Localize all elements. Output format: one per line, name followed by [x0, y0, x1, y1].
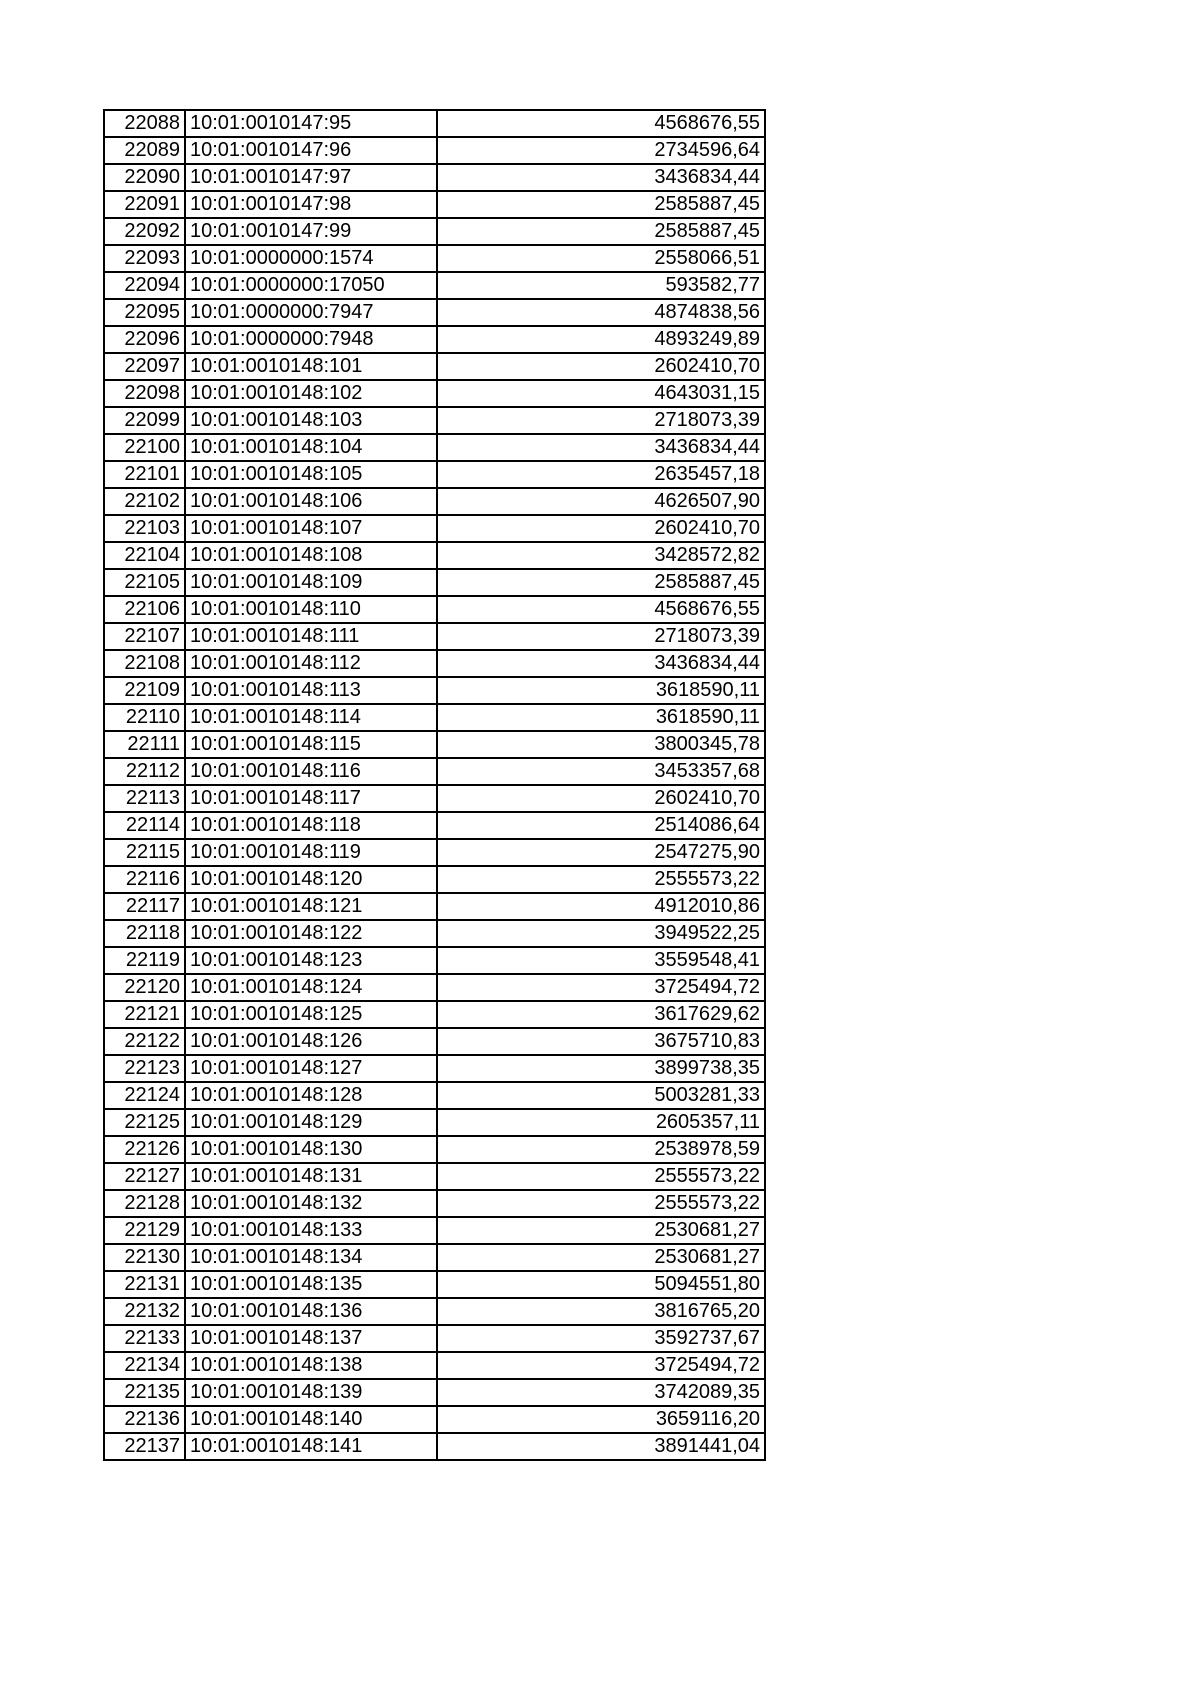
row-number-cell: 22130: [104, 1244, 185, 1271]
cadastral-number-cell: 10:01:0000000:7948: [185, 326, 437, 353]
cadastral-number-cell: 10:01:0010148:124: [185, 974, 437, 1001]
row-number-cell: 22132: [104, 1298, 185, 1325]
table-row: [104, 839, 765, 866]
table-row: [104, 704, 765, 731]
row-number-cell: 22117: [104, 893, 185, 920]
cadastral-value-cell: 3816765,20: [437, 1298, 765, 1325]
cadastral-number-cell: 10:01:0010147:99: [185, 218, 437, 245]
table-row: [104, 596, 765, 623]
row-number-cell: 22134: [104, 1352, 185, 1379]
cadastral-value-cell: 2734596,64: [437, 137, 765, 164]
cadastral-value-cell: 3436834,44: [437, 650, 765, 677]
table-row: [104, 920, 765, 947]
cadastral-value-cell: 3891441,04: [437, 1433, 765, 1460]
row-number-cell: 22103: [104, 515, 185, 542]
cadastral-value-cell: 2635457,18: [437, 461, 765, 488]
cadastral-number-cell: 10:01:0010148:116: [185, 758, 437, 785]
row-number-cell: 22096: [104, 326, 185, 353]
table-row: [104, 1082, 765, 1109]
table-row: [104, 110, 765, 137]
row-number-cell: 22101: [104, 461, 185, 488]
table-row: [104, 245, 765, 272]
table-row: [104, 758, 765, 785]
cadastral-number-cell: 10:01:0010148:108: [185, 542, 437, 569]
row-number-cell: 22122: [104, 1028, 185, 1055]
row-number-cell: 22090: [104, 164, 185, 191]
cadastral-number-cell: 10:01:0010148:114: [185, 704, 437, 731]
row-number-cell: 22135: [104, 1379, 185, 1406]
cadastral-number-cell: 10:01:0010148:101: [185, 353, 437, 380]
table-row: [104, 1001, 765, 1028]
cadastral-number-cell: 10:01:0010148:111: [185, 623, 437, 650]
cadastral-value-cell: 3559548,41: [437, 947, 765, 974]
cadastral-number-cell: 10:01:0010148:103: [185, 407, 437, 434]
table-row: [104, 650, 765, 677]
table-row: [104, 542, 765, 569]
cadastral-number-cell: 10:01:0010148:119: [185, 839, 437, 866]
cadastral-value-cell: 2538978,59: [437, 1136, 765, 1163]
table-row: [104, 515, 765, 542]
row-number-cell: 22106: [104, 596, 185, 623]
table-row: [104, 1352, 765, 1379]
row-number-cell: 22120: [104, 974, 185, 1001]
cadastral-number-cell: 10:01:0010148:105: [185, 461, 437, 488]
cadastral-number-cell: 10:01:0010148:137: [185, 1325, 437, 1352]
table-row: [104, 218, 765, 245]
cadastral-value-cell: 4568676,55: [437, 110, 765, 137]
cadastral-value-cell: 3949522,25: [437, 920, 765, 947]
cadastral-number-cell: 10:01:0010148:110: [185, 596, 437, 623]
cadastral-number-cell: 10:01:0010147:97: [185, 164, 437, 191]
cadastral-number-cell: 10:01:0000000:1574: [185, 245, 437, 272]
row-number-cell: 22116: [104, 866, 185, 893]
cadastral-value-cell: 2547275,90: [437, 839, 765, 866]
cadastral-value-cell: 2514086,64: [437, 812, 765, 839]
cadastral-number-cell: 10:01:0010148:128: [185, 1082, 437, 1109]
cadastral-number-cell: 10:01:0010148:141: [185, 1433, 437, 1460]
cadastral-value-cell: 4568676,55: [437, 596, 765, 623]
cadastral-number-cell: 10:01:0010148:122: [185, 920, 437, 947]
table-row: [104, 1190, 765, 1217]
row-number-cell: 22110: [104, 704, 185, 731]
cadastral-value-cell: 3618590,11: [437, 677, 765, 704]
table-row: [104, 1325, 765, 1352]
cadastral-value-cell: 3725494,72: [437, 1352, 765, 1379]
table-row: [104, 407, 765, 434]
cadastral-value-cell: 2602410,70: [437, 515, 765, 542]
table-row: [104, 326, 765, 353]
cadastral-value-cell: 593582,77: [437, 272, 765, 299]
cadastral-number-cell: 10:01:0010148:112: [185, 650, 437, 677]
row-number-cell: 22133: [104, 1325, 185, 1352]
row-number-cell: 22128: [104, 1190, 185, 1217]
table-row: [104, 434, 765, 461]
cadastral-value-cell: 4643031,15: [437, 380, 765, 407]
cadastral-value-cell: 3592737,67: [437, 1325, 765, 1352]
cadastral-value-cell: 2555573,22: [437, 1163, 765, 1190]
table-row: [104, 353, 765, 380]
cadastral-number-cell: 10:01:0010148:121: [185, 893, 437, 920]
row-number-cell: 22127: [104, 1163, 185, 1190]
cadastral-value-cell: 5003281,33: [437, 1082, 765, 1109]
table-row: [104, 1163, 765, 1190]
row-number-cell: 22100: [104, 434, 185, 461]
cadastral-value-cell: 3453357,68: [437, 758, 765, 785]
cadastral-value-cell: 4912010,86: [437, 893, 765, 920]
cadastral-number-cell: 10:01:0010148:118: [185, 812, 437, 839]
row-number-cell: 22113: [104, 785, 185, 812]
table-row: [104, 1217, 765, 1244]
cadastral-value-cell: 3675710,83: [437, 1028, 765, 1055]
cadastral-number-cell: 10:01:0010148:136: [185, 1298, 437, 1325]
table-row: [104, 488, 765, 515]
row-number-cell: 22102: [104, 488, 185, 515]
row-number-cell: 22092: [104, 218, 185, 245]
cadastral-value-cell: 2555573,22: [437, 866, 765, 893]
row-number-cell: 22121: [104, 1001, 185, 1028]
table-row: [104, 272, 765, 299]
cadastral-number-cell: 10:01:0010148:129: [185, 1109, 437, 1136]
row-number-cell: 22094: [104, 272, 185, 299]
cadastral-number-cell: 10:01:0010147:96: [185, 137, 437, 164]
cadastral-number-cell: 10:01:0010148:123: [185, 947, 437, 974]
cadastral-value-cell: 2530681,27: [437, 1217, 765, 1244]
table-row: [104, 866, 765, 893]
cadastral-value-cell: 2585887,45: [437, 191, 765, 218]
cadastral-value-cell: 2558066,51: [437, 245, 765, 272]
row-number-cell: 22114: [104, 812, 185, 839]
row-number-cell: 22136: [104, 1406, 185, 1433]
cadastral-value-cell: 2602410,70: [437, 785, 765, 812]
table-row: [104, 1109, 765, 1136]
cadastral-number-cell: 10:01:0010148:102: [185, 380, 437, 407]
row-number-cell: 22091: [104, 191, 185, 218]
cadastral-number-cell: 10:01:0010148:133: [185, 1217, 437, 1244]
row-number-cell: 22088: [104, 110, 185, 137]
cadastral-value-cell: 2530681,27: [437, 1244, 765, 1271]
table-row: [104, 974, 765, 1001]
cadastral-number-cell: 10:01:0010148:130: [185, 1136, 437, 1163]
table-row: [104, 677, 765, 704]
cadastral-number-cell: 10:01:0010148:109: [185, 569, 437, 596]
cadastral-value-cell: 3899738,35: [437, 1055, 765, 1082]
row-number-cell: 22118: [104, 920, 185, 947]
row-number-cell: 22107: [104, 623, 185, 650]
table-row: [104, 137, 765, 164]
row-number-cell: 22111: [104, 731, 185, 758]
table-row: [104, 893, 765, 920]
table-row: [104, 461, 765, 488]
cadastral-number-cell: 10:01:0010148:125: [185, 1001, 437, 1028]
table-row: [104, 299, 765, 326]
cadastral-number-cell: 10:01:0010148:134: [185, 1244, 437, 1271]
cadastral-number-cell: 10:01:0010148:131: [185, 1163, 437, 1190]
row-number-cell: 22112: [104, 758, 185, 785]
table-row: [104, 947, 765, 974]
table-row: [104, 1406, 765, 1433]
cadastral-value-cell: 2718073,39: [437, 407, 765, 434]
table-row: [104, 1028, 765, 1055]
cadastral-value-cell: 3742089,35: [437, 1379, 765, 1406]
cadastral-number-cell: 10:01:0000000:7947: [185, 299, 437, 326]
row-number-cell: 22124: [104, 1082, 185, 1109]
cadastral-value-cell: 3725494,72: [437, 974, 765, 1001]
row-number-cell: 22131: [104, 1271, 185, 1298]
row-number-cell: 22089: [104, 137, 185, 164]
cadastral-value-cell: 3618590,11: [437, 704, 765, 731]
cadastral-number-cell: 10:01:0010148:117: [185, 785, 437, 812]
cadastral-number-cell: 10:01:0010148:138: [185, 1352, 437, 1379]
cadastral-number-cell: 10:01:0010148:104: [185, 434, 437, 461]
row-number-cell: 22126: [104, 1136, 185, 1163]
cadastral-value-cell: 2585887,45: [437, 218, 765, 245]
cadastral-value-cell: 5094551,80: [437, 1271, 765, 1298]
table-row: [104, 380, 765, 407]
cadastral-number-cell: 10:01:0010148:126: [185, 1028, 437, 1055]
row-number-cell: 22119: [104, 947, 185, 974]
cadastral-number-cell: 10:01:0010148:106: [185, 488, 437, 515]
cadastral-value-cell: 2555573,22: [437, 1190, 765, 1217]
row-number-cell: 22115: [104, 839, 185, 866]
table-row: [104, 1244, 765, 1271]
cadastral-number-cell: 10:01:0010148:115: [185, 731, 437, 758]
table-row: [104, 812, 765, 839]
row-number-cell: 22129: [104, 1217, 185, 1244]
cadastral-value-cell: 3428572,82: [437, 542, 765, 569]
table-row: [104, 569, 765, 596]
row-number-cell: 22095: [104, 299, 185, 326]
cadastral-value-cell: 4626507,90: [437, 488, 765, 515]
cadastral-value-cell: 2605357,11: [437, 1109, 765, 1136]
cadastral-value-table: [103, 109, 766, 1461]
cadastral-value-cell: 2718073,39: [437, 623, 765, 650]
row-number-cell: 22097: [104, 353, 185, 380]
table-row: [104, 164, 765, 191]
row-number-cell: 22109: [104, 677, 185, 704]
cadastral-value-cell: 2585887,45: [437, 569, 765, 596]
row-number-cell: 22123: [104, 1055, 185, 1082]
table-body: [104, 110, 765, 1460]
cadastral-value-cell: 3800345,78: [437, 731, 765, 758]
cadastral-value-cell: 3659116,20: [437, 1406, 765, 1433]
row-number-cell: 22099: [104, 407, 185, 434]
row-number-cell: 22108: [104, 650, 185, 677]
row-number-cell: 22105: [104, 569, 185, 596]
row-number-cell: 22098: [104, 380, 185, 407]
cadastral-value-cell: 3617629,62: [437, 1001, 765, 1028]
cadastral-value-cell: 3436834,44: [437, 434, 765, 461]
table-row: [104, 785, 765, 812]
table-row: [104, 191, 765, 218]
table-row: [104, 1298, 765, 1325]
cadastral-number-cell: 10:01:0010148:127: [185, 1055, 437, 1082]
table-row: [104, 1055, 765, 1082]
cadastral-number-cell: 10:01:0000000:17050: [185, 272, 437, 299]
cadastral-number-cell: 10:01:0010148:107: [185, 515, 437, 542]
cadastral-value-cell: 2602410,70: [437, 353, 765, 380]
table-row: [104, 731, 765, 758]
cadastral-number-cell: 10:01:0010148:113: [185, 677, 437, 704]
cadastral-value-cell: 3436834,44: [437, 164, 765, 191]
cadastral-number-cell: 10:01:0010148:135: [185, 1271, 437, 1298]
table-row: [104, 1271, 765, 1298]
row-number-cell: 22125: [104, 1109, 185, 1136]
cadastral-value-cell: 4893249,89: [437, 326, 765, 353]
table-row: [104, 1379, 765, 1406]
cadastral-number-cell: 10:01:0010147:95: [185, 110, 437, 137]
row-number-cell: 22093: [104, 245, 185, 272]
table-row: [104, 623, 765, 650]
row-number-cell: 22104: [104, 542, 185, 569]
cadastral-number-cell: 10:01:0010148:140: [185, 1406, 437, 1433]
table-row: [104, 1433, 765, 1460]
row-number-cell: 22137: [104, 1433, 185, 1460]
cadastral-number-cell: 10:01:0010148:139: [185, 1379, 437, 1406]
cadastral-number-cell: 10:01:0010148:132: [185, 1190, 437, 1217]
cadastral-number-cell: 10:01:0010147:98: [185, 191, 437, 218]
cadastral-value-cell: 4874838,56: [437, 299, 765, 326]
table-row: [104, 1136, 765, 1163]
cadastral-number-cell: 10:01:0010148:120: [185, 866, 437, 893]
